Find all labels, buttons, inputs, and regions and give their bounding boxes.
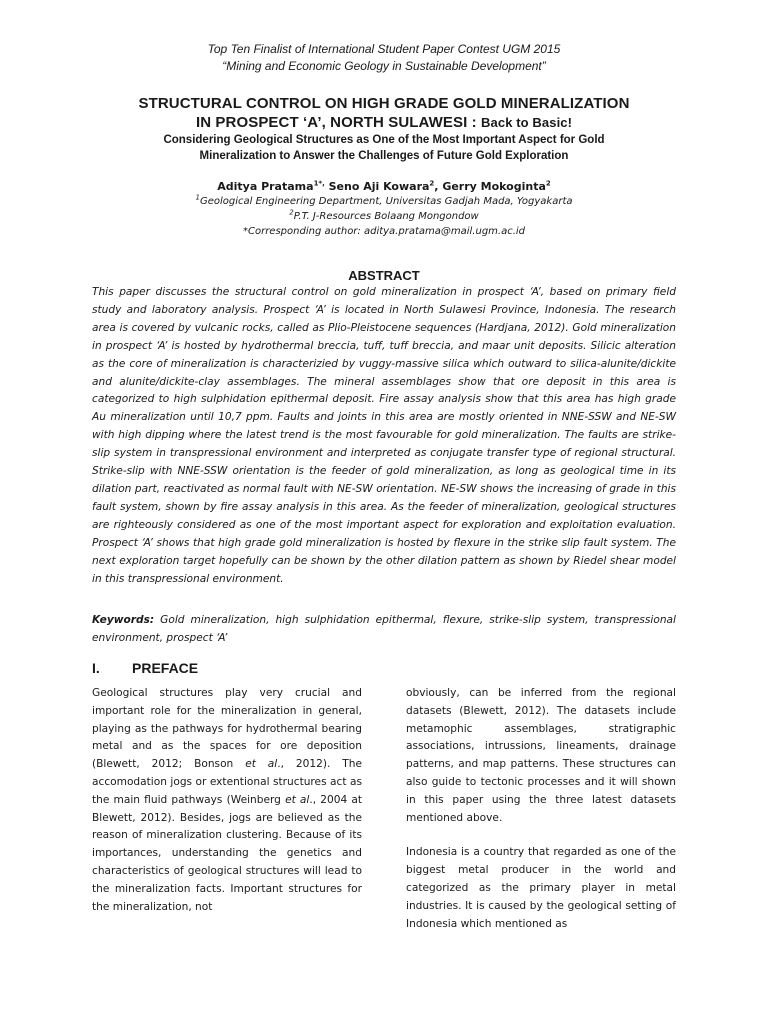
right-paragraph-1: obviously, can be inferred from the regional datasets (Blewett, 2012). The datasets include metamophic assemblages, stratigraphic associations, intrussions, lineaments, drainage patterns, and map patterns. These structures can also guide to tectonic processes and it will shown in this paper using the three latest datasets mentioned above. [406, 687, 676, 824]
author-list [0, 180, 768, 193]
author-1: Aditya Pratama [217, 180, 314, 193]
left-paragraph-1-part-a: Geological structures play very crucial and important role for the mineralization in general, playing as the pathways for hydrothermal bearing metal and as the spaces for ore deposition (Blewett, 2012; Bonson [92, 687, 362, 771]
paper-title-line-2 [0, 114, 768, 131]
author-3-mark: 2 [545, 179, 551, 188]
author-1-mark: 1*, [313, 179, 325, 188]
keywords-text: Gold mineralization, high sulphidation epithermal, flexure, strike-slip system, transpressional environment, prospect ‘A’ [92, 614, 676, 644]
corresponding-author: *Corresponding author: aditya.pratama@mail.ugm.ac.id [242, 226, 526, 237]
affiliation-1-mark: 1 [195, 193, 200, 202]
body-column-right [406, 685, 676, 950]
paper-title-line-1: STRUCTURAL CONTROL ON HIGH GRADE GOLD MINERALIZATION [138, 95, 630, 112]
abstract-body: This paper discusses the structural control on gold mineralization in prospect ‘A’, based on primary field study and laboratory analysis. Prospect ‘A’ is located in North Sulawesi Province, Indonesia. The research area is covered by vulcanic rocks, called as Plio-Pleistocene sequences (Hardjana, 2012). Gold mineralization in prospect ‘A’ is hosted by hydrothermal breccia, tuff, tuff breccia, and maar unit deposits. Silicic alteration as the core of mineralization is characterizied by vuggy-massive silica which outward to silica-alunite/dickite and alunite/dickite-clay assemblages. The mineral assemblages show that ore deposit in this area is categorized to high sulphidation epithermal deposit. Fire assay analysis show that this area has high grade Au mineralization until 10,7 ppm. Faults and joints in this area are mostly oriented in NNE-SSW and NE-SW with high dipping where the latest trend is the most favourable for gold mineralization. The faults are strike-slip system in transpressional environment and interpreted as conjugate transfer type of regional structural. Strike-slip with NNE-SSW orientation is the feeder of gold mineralization, as long as geological time in its dilation part, reactivated as normal fault with NE-SW orientation. NE-SW shows the increasing of grade in this fault system, shown by fire assay analysis in this area. As the feeder of mineralization, geological structures are righteously considered as one of the most important aspect for exploration and exploitation evaluation. Prospect ‘A’ shows that high grade gold mineralization is hosted by flexure in the strike slip fault system. The next exploration target hopefully can be shown by the other dilation pattern as shown by Riedel shear model in this transpressional environment. [92, 286, 676, 585]
left-paragraph-1 [92, 685, 362, 916]
author-2: Seno Aji Kowara [328, 180, 430, 193]
left-paragraph-1-etal-2: et al [285, 793, 310, 806]
affiliation-2-text: P.T. J-Resources Bolaang Mongondow [293, 211, 479, 222]
affiliation-2 [0, 208, 768, 222]
keywords [92, 612, 676, 647]
contest-header-line: Top Ten Finalist of International Student Paper Contest UGM 2015 [207, 42, 561, 56]
keywords-label: Keywords: [92, 614, 155, 626]
abstract-heading: ABSTRACT [348, 268, 420, 283]
section-heading-preface [92, 660, 198, 676]
author-3: Gerry Mokoginta [442, 180, 546, 193]
section-title: PREFACE [132, 660, 199, 676]
affiliation-1 [0, 193, 768, 207]
left-paragraph-1-part-b: ., 2012). The accomodation jogs or extentional structures act as the main fluid pathways (Weinberg [92, 758, 362, 806]
section-number: I. [92, 660, 100, 676]
contest-theme-line: “Mining and Economic Geology in Sustainable Development” [222, 59, 546, 73]
affiliation-1-text: Geological Engineering Department, Universitas Gadjah Mada, Yogyakarta [199, 196, 573, 207]
left-paragraph-1-etal-1: et al [245, 758, 278, 771]
left-paragraph-1-part-c: ., 2004 at Blewett, 2012). Besides, jogs are believed as the reason of mineralization clustering. Because of its importances, understanding the genetics and characteristics of geological structures will lead to the mineralization facts. Important structures for the mineralization, not [92, 793, 363, 913]
body-column-left [92, 685, 362, 933]
author-separator: , [434, 180, 443, 193]
right-paragraph-2: Indonesia is a country that regarded as one of the biggest metal producer in the world and categorized as the primary player in metal industries. It is caused by the geological setting of Indonesia which mentioned as [406, 846, 676, 930]
author-2-mark: 2 [429, 179, 435, 188]
paper-subtitle-line-1: Considering Geological Structures as One of the Most Important Aspect for Gold [163, 134, 605, 146]
affiliation-2-mark: 2 [289, 208, 294, 217]
paper-title-tail: Back to Basic! [481, 115, 573, 130]
paper-title-main: IN PROSPECT ‘A’, NORTH SULAWESI : [195, 114, 477, 131]
paper-subtitle-line-2: Mineralization to Answer the Challenges of Future Gold Exploration [199, 150, 569, 162]
